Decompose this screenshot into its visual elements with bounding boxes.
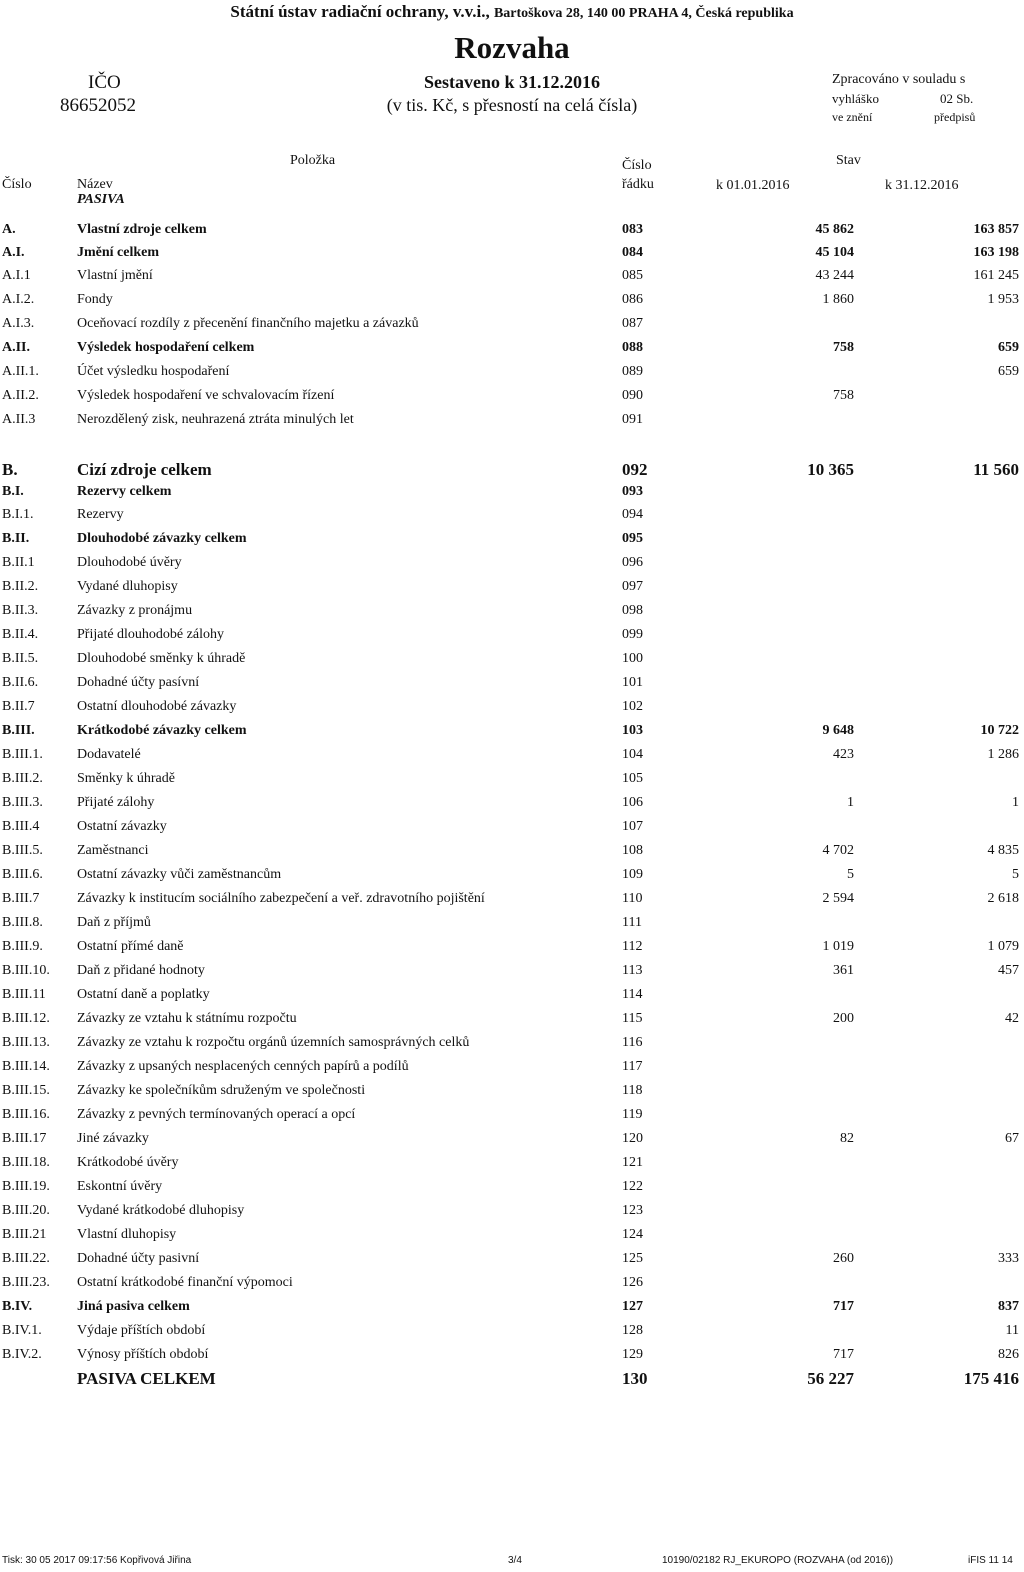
row-value-end: 1 286 (987, 747, 1019, 762)
row-name: Rezervy (77, 507, 124, 522)
row-line-number: 108 (622, 843, 643, 858)
compliance-line-3a: ve znění (832, 110, 873, 124)
row-line-number: 120 (622, 1131, 643, 1146)
row-value-start: 2 594 (822, 891, 854, 906)
row-value-start: 5 (847, 867, 854, 882)
row-code: B.II. (2, 531, 30, 546)
row-name: Závazky ze vztahu k rozpočtu orgánů územních samosprávných celků (77, 1035, 470, 1050)
row-name: Závazky k institucím sociálního zabezpečení a veř. zdravotního pojištění (77, 891, 485, 906)
row-code: A.II.2. (2, 388, 39, 403)
row-line-number: 096 (622, 555, 643, 570)
table-row (0, 819, 1024, 842)
row-code: B.III.17 (2, 1131, 47, 1146)
row-value-start: 43 244 (815, 268, 854, 283)
row-code: B.III.7 (2, 891, 40, 906)
row-value-end: 826 (998, 1347, 1019, 1362)
table-row (0, 292, 1024, 315)
table-row (0, 1107, 1024, 1130)
row-code: B.III.8. (2, 915, 43, 930)
row-code: B.III.18. (2, 1155, 50, 1170)
row-value-end: 11 (1005, 1323, 1019, 1338)
row-code: A.I.2. (2, 292, 35, 307)
row-value-end: 1 (1012, 795, 1019, 810)
row-line-number: 100 (622, 651, 643, 666)
row-name: Dodavatelé (77, 747, 141, 762)
table-row (0, 507, 1024, 530)
column-header-stav: Stav (836, 153, 861, 168)
institution-header (0, 2, 1024, 22)
row-name: Cizí zdroje celkem (77, 460, 212, 479)
row-name: Dlouhodobé závazky celkem (77, 531, 247, 546)
table-row (0, 675, 1024, 698)
row-value-start: 4 702 (822, 843, 854, 858)
footer-page-number: 3/4 (508, 1555, 522, 1566)
row-code: B.IV.2. (2, 1347, 42, 1362)
table-row (0, 1155, 1024, 1178)
row-name: Vlastní dluhopisy (77, 1227, 177, 1242)
row-code: B.III.1. (2, 747, 43, 762)
row-code: B.III.20. (2, 1203, 50, 1218)
row-line-number: 087 (622, 316, 643, 331)
row-name: Ostatní přímé daně (77, 939, 184, 954)
row-code: B.III.23. (2, 1275, 50, 1290)
row-name: Vydané krátkodobé dluhopisy (77, 1203, 245, 1218)
row-name: Ostatní krátkodobé finanční výpomoci (77, 1275, 293, 1290)
row-code: B.II.1 (2, 555, 35, 570)
row-value-end: 659 (998, 340, 1019, 355)
row-value-end: 161 245 (973, 268, 1019, 283)
row-name: Závazky z upsaných nesplacených cenných papírů a podílů (77, 1059, 409, 1074)
row-name: Účet výsledku hospodaření (77, 364, 230, 379)
row-line-number: 128 (622, 1323, 643, 1338)
row-line-number: 123 (622, 1203, 643, 1218)
row-code: B.III.3. (2, 795, 43, 810)
row-value-end: 659 (998, 364, 1019, 379)
table-row (0, 651, 1024, 674)
table-row (0, 771, 1024, 794)
row-line-number: 099 (622, 627, 643, 642)
row-name: Krátkodobé úvěry (77, 1155, 179, 1170)
row-line-number: 116 (622, 1035, 643, 1050)
table-row (0, 963, 1024, 986)
table-row (0, 1059, 1024, 1082)
table-row (0, 723, 1024, 746)
table-row (0, 1179, 1024, 1202)
row-value-end: 42 (1005, 1011, 1019, 1026)
table-row (0, 1369, 1024, 1392)
row-name: Jmění celkem (77, 245, 160, 260)
row-line-number: 086 (622, 292, 643, 307)
row-code: A.II.3 (2, 412, 36, 427)
row-line-number: 113 (622, 963, 643, 978)
row-code: B.III.4 (2, 819, 40, 834)
row-code: B.II.4. (2, 627, 39, 642)
row-code: B.III.12. (2, 1011, 50, 1026)
row-name: Nerozdělený zisk, neuhrazená ztráta minulých let (77, 412, 354, 427)
row-line-number: 088 (622, 340, 643, 355)
row-name: Výdaje příštích období (77, 1323, 206, 1338)
row-value-start: 9 648 (822, 723, 854, 738)
row-value-start: 758 (833, 340, 854, 355)
row-name: PASIVA CELKEM (77, 1369, 216, 1388)
row-line-number: 106 (622, 795, 643, 810)
row-code: B.III. (2, 723, 35, 738)
row-code: A. (2, 222, 16, 237)
row-name: Výsledek hospodaření ve schvalovacím řízení (77, 388, 335, 403)
row-name: Závazky ke společníkům sdruženým ve společnosti (77, 1083, 366, 1098)
row-value-start: 45 862 (815, 222, 854, 237)
row-value-end: 10 722 (980, 723, 1019, 738)
row-value-end: 163 198 (973, 245, 1019, 260)
table-row (0, 603, 1024, 626)
compliance-line-2b: 02 Sb. (940, 91, 974, 106)
row-code: B.III.13. (2, 1035, 50, 1050)
table-row (0, 579, 1024, 602)
row-name: Eskontní úvěry (77, 1179, 163, 1194)
row-value-end: 175 416 (963, 1369, 1019, 1388)
row-code: B.III.10. (2, 963, 50, 978)
table-row (0, 340, 1024, 363)
row-code: B.II.3. (2, 603, 39, 618)
table-row (0, 531, 1024, 554)
row-code: A.II.1. (2, 364, 39, 379)
row-code: A.I.3. (2, 316, 35, 331)
row-line-number: 119 (622, 1107, 643, 1122)
table-row (0, 388, 1024, 411)
row-name: Daň z přidané hodnoty (77, 963, 205, 978)
row-name: Výsledek hospodaření celkem (77, 340, 255, 355)
row-code: B.II.2. (2, 579, 39, 594)
table-row (0, 1275, 1024, 1298)
row-value-start: 1 (847, 795, 854, 810)
row-code: B.III.6. (2, 867, 43, 882)
row-line-number: 107 (622, 819, 643, 834)
row-value-end: 2 618 (987, 891, 1019, 906)
column-header-line-number-1: Číslo (622, 158, 652, 173)
row-value-end: 5 (1012, 867, 1019, 882)
footer-report-id: 10190/02182 RJ_EKUROPO (ROZVAHA (od 2016)) (662, 1555, 894, 1566)
footer-print-info: Tisk: 30 05 2017 09:17:56 Kopřivová Jiřina (2, 1555, 192, 1566)
row-line-number: 101 (622, 675, 643, 690)
row-line-number: 118 (622, 1083, 643, 1098)
table-row (0, 1203, 1024, 1226)
row-value-start: 56 227 (807, 1369, 854, 1388)
table-row (0, 1131, 1024, 1154)
table-row (0, 268, 1024, 291)
compliance-line-1: Zpracováno v souladu s (832, 72, 966, 87)
row-name: Jiné závazky (77, 1131, 149, 1146)
row-line-number: 104 (622, 747, 643, 762)
column-header-polozka: Položka (290, 153, 336, 168)
footer-system: iFIS 11 14 (968, 1555, 1013, 1566)
row-name: Ostatní dlouhodobé závazky (77, 699, 237, 714)
table-row (0, 364, 1024, 387)
row-code: B.II.6. (2, 675, 39, 690)
row-name: Přijaté zálohy (77, 795, 155, 810)
row-code: B.III.11 (2, 987, 46, 1002)
row-line-number: 103 (622, 723, 643, 738)
row-name: Vydané dluhopisy (77, 579, 178, 594)
table-row (0, 1083, 1024, 1106)
row-name: Dohadné účty pasivní (77, 1251, 200, 1266)
row-value-end: 333 (998, 1251, 1019, 1266)
table-row (0, 867, 1024, 890)
row-value-start: 45 104 (815, 245, 854, 260)
row-code: B.III.16. (2, 1107, 50, 1122)
row-line-number: 117 (622, 1059, 643, 1074)
table-row (0, 915, 1024, 938)
row-name: Výnosy příštích období (77, 1347, 209, 1362)
units-note: (v tis. Kč, s přesností na celá čísla) (386, 95, 638, 115)
row-name: Dlouhodobé úvěry (77, 555, 182, 570)
row-line-number: 124 (622, 1227, 643, 1242)
row-value-end: 457 (998, 963, 1019, 978)
row-value-end: 837 (998, 1299, 1019, 1314)
row-value-start: 10 365 (807, 460, 854, 479)
row-line-number: 084 (622, 245, 643, 260)
row-value-start: 717 (833, 1347, 854, 1362)
table-row (0, 1299, 1024, 1322)
row-name: Rezervy celkem (77, 484, 172, 499)
row-name: Závazky z pevných termínovaných operací a opcí (77, 1107, 356, 1122)
row-line-number: 089 (622, 364, 643, 379)
row-value-start: 260 (833, 1251, 854, 1266)
table-row (0, 627, 1024, 650)
row-line-number: 098 (622, 603, 643, 618)
row-line-number: 110 (622, 891, 643, 906)
row-name: Směnky k úhradě (77, 771, 175, 786)
row-name: Ostatní daně a poplatky (77, 987, 210, 1002)
row-code: B.II.5. (2, 651, 39, 666)
row-line-number: 130 (622, 1369, 648, 1388)
column-header-period-start: k 01.01.2016 (716, 178, 790, 193)
row-value-start: 717 (833, 1299, 854, 1314)
table-row (0, 316, 1024, 339)
row-code: B.IV. (2, 1299, 33, 1314)
row-name: Vlastní zdroje celkem (77, 222, 207, 237)
column-header-code: Číslo (2, 177, 32, 192)
table-row (0, 1011, 1024, 1034)
row-value-end: 11 560 (973, 460, 1019, 479)
table-row (0, 1323, 1024, 1346)
compiled-date: Sestaveno k 31.12.2016 (423, 72, 600, 92)
table-row (0, 939, 1024, 962)
row-line-number: 083 (622, 222, 643, 237)
table-row (0, 891, 1024, 914)
row-line-number: 092 (622, 460, 648, 479)
page-title: Rozvaha (454, 30, 570, 65)
row-code: B. (2, 460, 18, 479)
row-value-end: 1 953 (987, 292, 1019, 307)
row-line-number: 112 (622, 939, 643, 954)
row-line-number: 095 (622, 531, 643, 546)
row-code: B.III.2. (2, 771, 43, 786)
section-label: PASIVA (77, 192, 125, 207)
row-line-number: 125 (622, 1251, 643, 1266)
table-row (0, 795, 1024, 818)
row-name: Dlouhodobé směnky k úhradě (77, 651, 246, 666)
row-code: B.III.14. (2, 1059, 50, 1074)
table-row (0, 843, 1024, 866)
row-line-number: 111 (622, 915, 642, 930)
row-line-number: 129 (622, 1347, 643, 1362)
row-code: B.III.22. (2, 1251, 50, 1266)
table-row (0, 1347, 1024, 1370)
ico-label: IČO (88, 72, 121, 93)
row-line-number: 121 (622, 1155, 643, 1170)
row-line-number: 109 (622, 867, 643, 882)
compliance-line-3b: předpisů (934, 110, 976, 124)
ico-value: 86652052 (60, 95, 136, 116)
row-line-number: 115 (622, 1011, 643, 1026)
row-name: Závazky z pronájmu (77, 603, 193, 618)
row-line-number: 122 (622, 1179, 643, 1194)
row-code: B.II.7 (2, 699, 35, 714)
row-code: B.III.19. (2, 1179, 50, 1194)
row-line-number: 085 (622, 268, 643, 283)
row-code: A.I.1 (2, 268, 31, 283)
row-line-number: 091 (622, 412, 643, 427)
table-row (0, 1035, 1024, 1058)
row-line-number: 097 (622, 579, 643, 594)
table-row (0, 747, 1024, 770)
row-name: Závazky ze vztahu k státnímu rozpočtu (77, 1011, 297, 1026)
row-value-end: 4 835 (987, 843, 1019, 858)
row-code: B.III.9. (2, 939, 43, 954)
column-header-line-number-2: řádku (622, 177, 654, 192)
row-code: B.IV.1. (2, 1323, 42, 1338)
row-value-start: 1 860 (822, 292, 854, 307)
row-code: A.I. (2, 245, 25, 260)
row-name: Vlastní jmění (77, 268, 153, 283)
row-line-number: 094 (622, 507, 643, 522)
row-line-number: 102 (622, 699, 643, 714)
compliance-line-2a: vyhláško (832, 91, 879, 106)
row-code: B.I. (2, 484, 24, 499)
row-line-number: 114 (622, 987, 643, 1002)
row-value-end: 1 079 (987, 939, 1019, 954)
table-row (0, 987, 1024, 1010)
row-value-start: 758 (833, 388, 854, 403)
row-name: Přijaté dlouhodobé zálohy (77, 627, 224, 642)
row-name: Jiná pasiva celkem (77, 1299, 190, 1314)
row-line-number: 127 (622, 1299, 643, 1314)
table-row (0, 1227, 1024, 1250)
institution-address: Bartoškova 28, 140 00 PRAHA 4, Česká republika (493, 6, 794, 21)
table-row (0, 460, 1024, 483)
table-row (0, 245, 1024, 268)
row-line-number: 093 (622, 484, 643, 499)
row-name: Dohadné účty pasívní (77, 675, 200, 690)
row-code: A.II. (2, 340, 31, 355)
row-code: B.III.21 (2, 1227, 47, 1242)
row-value-start: 361 (833, 963, 854, 978)
row-line-number: 090 (622, 388, 643, 403)
row-value-start: 1 019 (822, 939, 854, 954)
column-header-name: Název (77, 177, 113, 192)
table-row (0, 222, 1024, 245)
row-name: Fondy (77, 292, 113, 307)
row-value-start: 200 (833, 1011, 854, 1026)
row-value-start: 82 (840, 1131, 854, 1146)
table-row (0, 699, 1024, 722)
row-value-end: 163 857 (973, 222, 1019, 237)
row-name: Krátkodobé závazky celkem (77, 723, 247, 738)
row-line-number: 105 (622, 771, 643, 786)
row-value-end: 67 (1005, 1131, 1019, 1146)
row-line-number: 126 (622, 1275, 643, 1290)
row-code: B.III.5. (2, 843, 43, 858)
table-row (0, 484, 1024, 507)
row-name: Ostatní závazky (77, 819, 167, 834)
row-name: Ostatní závazky vůči zaměstnancům (77, 867, 282, 882)
column-header-period-end: k 31.12.2016 (885, 178, 959, 193)
row-name: Oceňovací rozdíly z přecenění finančního majetku a závazků (77, 316, 419, 331)
table-row (0, 412, 1024, 435)
row-name: Daň z příjmů (77, 915, 151, 930)
table-row (0, 555, 1024, 578)
row-name: Zaměstnanci (77, 843, 149, 858)
row-value-start: 423 (833, 747, 854, 762)
row-code: B.I.1. (2, 507, 34, 522)
row-code: B.III.15. (2, 1083, 50, 1098)
table-row (0, 1251, 1024, 1274)
institution-name: Státní ústav radiační ochrany, v.v.i., (230, 2, 490, 21)
